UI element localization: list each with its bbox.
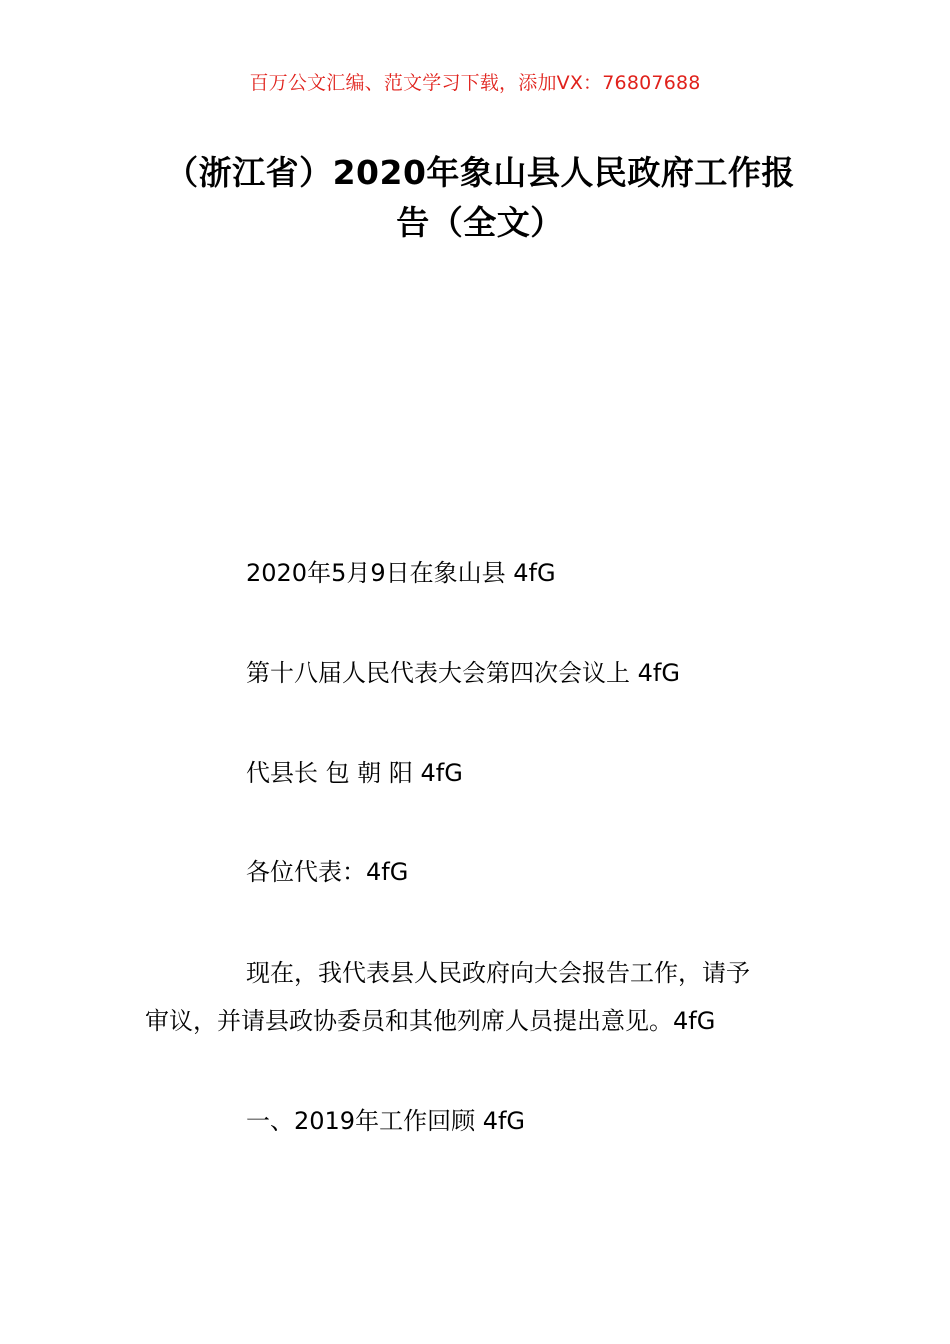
document-title-line-1: （浙江省）2020年象山县人民政府工作报: [165, 153, 795, 192]
speaker-line: 代县长 包 朝 阳 4fG: [246, 759, 463, 787]
meeting-line: 第十八届人民代表大会第四次会议上 4fG: [246, 659, 680, 687]
intro-paragraph-line-1: 现在，我代表县人民政府向大会报告工作，请予: [246, 959, 750, 987]
header-note: 百万公文汇编、范文学习下载，添加VX：76807688: [249, 72, 701, 94]
document-title-line-2: 告（全文）: [396, 203, 564, 242]
document-title: [140, 148, 820, 248]
greeting-line: 各位代表：4fG: [246, 858, 409, 886]
section-heading-1: 一、2019年工作回顾 4fG: [246, 1107, 526, 1135]
intro-paragraph-line-2: 审议，并请县政协委员和其他列席人员提出意见。4fG: [145, 1007, 716, 1035]
date-place-line: 2020年5月9日在象山县 4fG: [246, 559, 556, 587]
